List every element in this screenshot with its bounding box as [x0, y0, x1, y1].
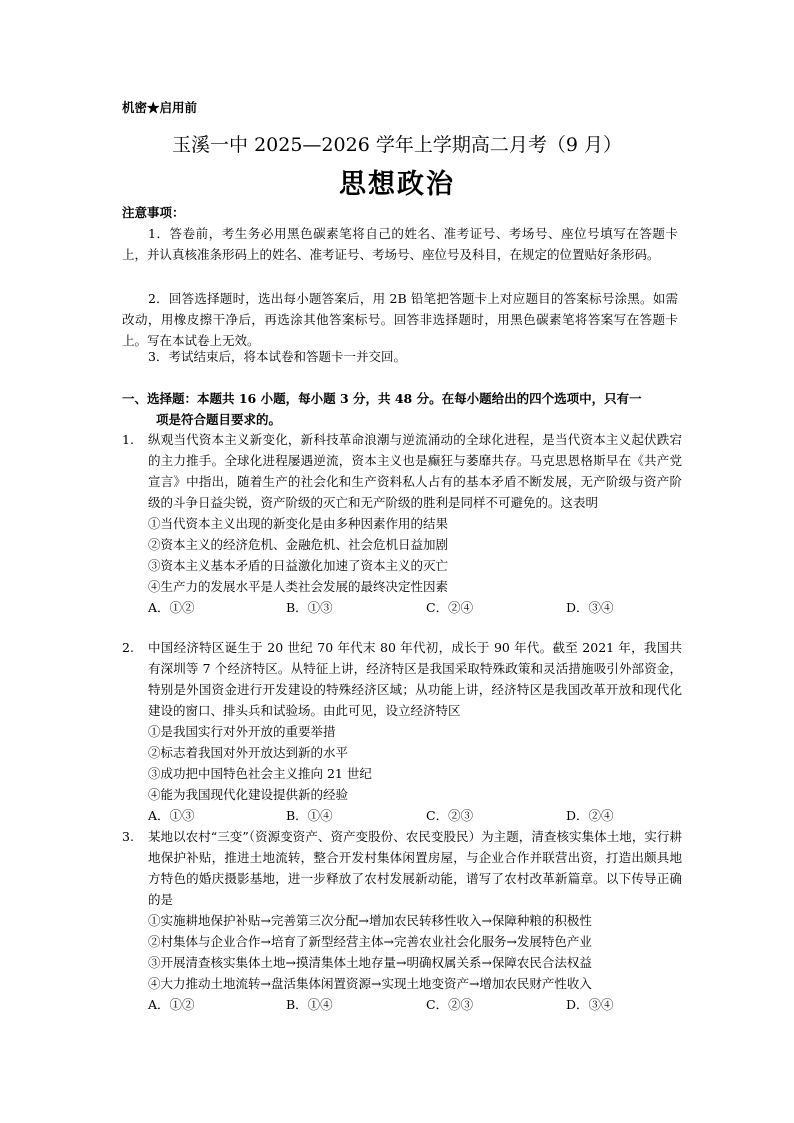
statement-4: ④生产力的发展水平是人类社会发展的最终决定性因素	[148, 579, 449, 594]
question-1	[122, 429, 682, 618]
section-heading	[122, 388, 682, 430]
option-b: B．①④	[286, 808, 333, 823]
option-b: B．①③	[286, 600, 333, 615]
option-a: A．①②	[148, 997, 195, 1012]
statement-1: ①是我国实行对外开放的重要举措	[148, 724, 336, 739]
question-number: 1.	[122, 432, 134, 447]
statement-2: ②标志着我国对外开放达到新的水平	[148, 745, 349, 760]
question-number: 2.	[122, 640, 134, 655]
notice-item-2: 2．回答选择题时，选出每小题答案后，用 2B 铅笔把答题卡上对应题目的答案标号涂黑。如需改动，用橡皮擦干净后，再选涂其他答案标号。回答非选择题时，用黑色碳素笔将答案写在答题卡上。写在本试卷上无效。	[122, 291, 678, 348]
question-stem: 某地以农村“三变”（资源变资产、资产变股份、农民变股民）为主题，清查核实集体土地，实行耕地保护补贴，推进土地流转，整合开发村集体闲置房屋，与企业合作并联营出资，打造出颇具地方特色的婚庆摄影基地，进一步释放了农村发展新动能，谱写了农村改革新篇章。以下传导正确的是	[148, 829, 682, 907]
statement-3: ③成功把中国特色社会主义推向 21 世纪	[148, 766, 372, 781]
notice-title: 注意事项：	[122, 205, 185, 220]
option-c: C．②③	[426, 997, 474, 1012]
option-c: C．②④	[426, 600, 474, 615]
answer-options	[148, 805, 682, 826]
question-3	[122, 826, 682, 1015]
statement-4: ④大力推动土地流转→盘活集体闲置资源→实现土地变资产→增加农民财产性收入	[148, 976, 592, 991]
notice-item-1: 1．答卷前，考生务必用黑色碳素笔将自己的姓名、准考证号、考场号、座位号填写在答题卡上，并认真核准条形码上的姓名、准考证号、考场号、座位号及科目，在规定的位置贴好条形码。	[122, 226, 678, 262]
statement-1: ①实施耕地保护补贴→完善第三次分配→增加农民转移性收入→保障种粮的积极性	[148, 913, 592, 928]
section-heading-line1: 一、选择题：本题共 16 小题，每小题 3 分，共 48 分。在每小题给出的四个选项中，只有一	[122, 391, 642, 406]
option-a: A．①③	[148, 808, 195, 823]
option-b: B．①④	[286, 997, 333, 1012]
statement-4: ④能为我国现代化建设提供新的经验	[148, 787, 349, 802]
question-2	[122, 637, 682, 826]
statement-2: ②村集体与企业合作→培育了新型经营主体→完善农业社会化服务→发展特色产业	[148, 934, 592, 949]
option-d: D．③④	[566, 997, 614, 1012]
answer-options	[148, 994, 682, 1015]
answer-options	[148, 597, 682, 618]
section-heading-line2: 项是符合题目要求的。	[156, 412, 282, 427]
statement-3: ③开展清查核实集体土地→摸清集体土地存量→明确权属关系→保障农民合法权益	[148, 955, 592, 970]
option-d: D．②④	[566, 808, 614, 823]
statement-3: ③资本主义基本矛盾的日益激化加速了资本主义的灭亡	[148, 558, 449, 573]
option-d: D．③④	[566, 600, 614, 615]
question-number: 3.	[122, 829, 134, 844]
question-stem: 中国经济特区诞生于 20 世纪 70 年代末 80 年代初，成长于 90 年代。截至 2021 年，我国共有深圳等 7 个经济特区。从特征上讲，经济特区是我国采取特殊政策和灵活措施吸引外部资金，特别是外国资金进行开发建设的特殊经济区域；从功能上讲，经济特区是我国改革开放和现代化建设的窗口、排头兵和试验场。由此可见，设立经济特区	[148, 640, 682, 718]
exam-title: 玉溪一中 2025—2026 学年上学期高二月考（9 月）	[172, 134, 622, 156]
statement-1: ①当代资本主义出现的新变化是由多种因素作用的结果	[148, 516, 449, 531]
option-c: C．②③	[426, 808, 474, 823]
option-a: A．①②	[148, 600, 195, 615]
statement-2: ②资本主义的经济危机、金融危机、社会危机日益加剧	[148, 537, 449, 552]
confidential-label: 机密★启用前	[122, 100, 198, 115]
subject-title: 思想政治	[339, 169, 455, 200]
question-stem: 纵观当代资本主义新变化，新科技革命浪潮与逆流涌动的全球化进程，是当代资本主义起伏跌宕的主力推手。全球化进程屡遇逆流，资本主义也是癫狂与萎靡共存。马克思恩格斯早在《共产党宣言》中指出，随着生产的社会化和生产资料私人占有的基本矛盾不断发展，无产阶级与资产阶级的斗争日益尖锐，资产阶级的灭亡和无产阶级的胜利是同样不可避免的。这表明	[148, 432, 682, 510]
notice-item-3: 3．考试结束后，将本试卷和答题卡一并交回。	[148, 349, 406, 364]
